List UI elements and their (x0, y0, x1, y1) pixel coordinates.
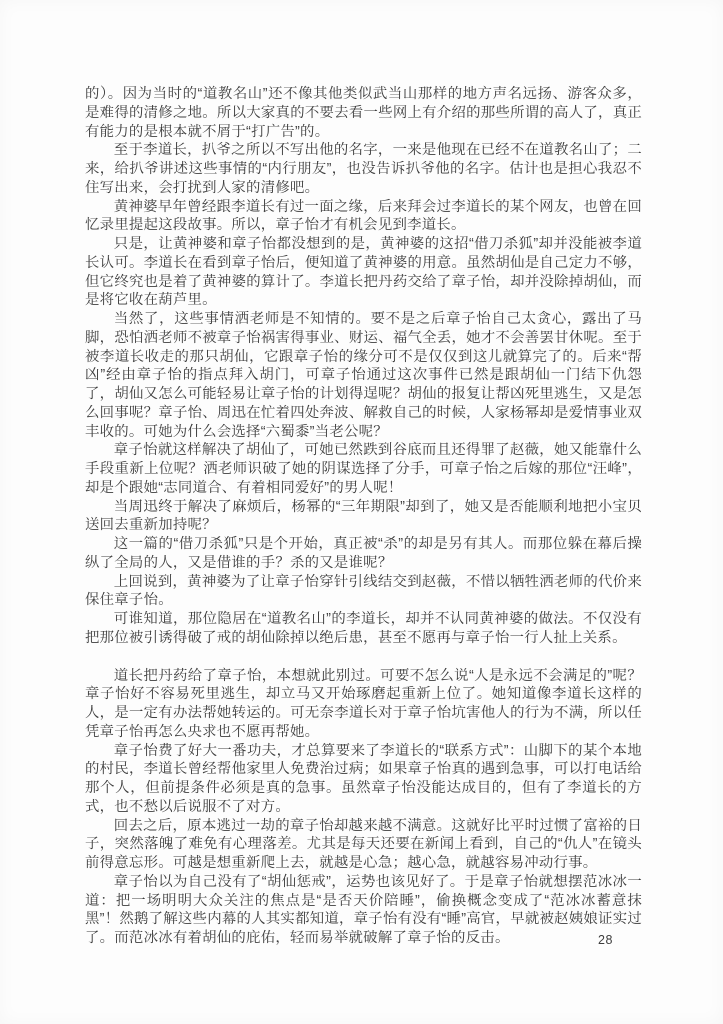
paragraph: 只是，让黄神婆和章子怡都没想到的是，黄神婆的这招“借刀杀狐”却并没能被李道长认可。李道长在看到章子怡后，便知道了黄神婆的用意。虽然胡仙是自己定力不够，但它终究也是着了黄神婆的算计了。李道长把丹药交给了章子怡，却并没除掉胡仙，而是将它收在葫芦里。 (85, 236, 642, 309)
paragraph: 回去之后，原本逃过一劫的章子怡却越来越不满意。这就好比平时过惯了富裕的日子，突然落魄了难免有心理落差。尤其是每天还要在新闻上看到，自己的“仇人”在镜头前得意忘形。可越是想重新爬上去，就越是心急；越心急，就越容易冲动行事。 (85, 817, 642, 871)
paragraph: 章子怡费了好大一番功夫，才总算要来了李道长的“联系方式”：山脚下的某个本地的村民，李道长曾经帮他家里人免费治过病；如果章子怡真的遇到急事，可以打电话给那个人，但前提条件必须是真的急事。虽然章子怡没能达成目的，但有了李道长的方式，也不愁以后说服不了对方。 (85, 742, 642, 815)
paragraph: 可谁知道，那位隐居在“道教名山”的李道长，却并不认同黄神婆的做法。不仅没有把那位被引诱得破了戒的胡仙除掉以绝后患，甚至不愿再与章子怡一行人扯上关系。 (85, 611, 642, 646)
paragraph: 的）。因为当时的“道教名山”还不像其他类似武当山那样的地方声名远扬、游客众多，是难得的清修之地。所以大家真的不要去看一些网上有介绍的那些所谓的高人了，真正有能力的是根本就不屑于“打广告”的。 (85, 86, 642, 140)
paragraph: 道长把丹药给了章子怡，本想就此别过。可要不怎么说“人是永远不会满足的”呢？章子怡好不容易死里逃生，却立马又开始琢磨起重新上位了。她知道像李道长这样的人，是一定有办法帮她转运的。可无奈李道长对于章子怡坑害他人的行为不满，所以任凭章子怡再怎么央求也不愿再帮她。 (85, 667, 642, 740)
paragraph: 上回说到，黄神婆为了让章子怡穿针引线结交到赵薇，不惜以牺牲洒老师的代价来保住章子怡。 (85, 573, 642, 609)
paragraph: 章子怡就这样解决了胡仙了，可她已然跌到谷底而且还得罪了赵薇，她又能靠什么手段重新上位呢？洒老师识破了她的阴谋选择了分手，可章子怡之后嫁的那位“汪峰”，却是个跟她“志同道合、有着相同爱好”的男人呢！ (85, 442, 642, 496)
paragraph: 黄神婆早年曾经跟李道长有过一面之缘，后来拜会过李道长的某个网友，也曾在回忆录里提起这段故事。所以，章子怡才有机会见到李道长。 (85, 198, 642, 234)
paragraph: 当然了，这些事情洒老师是不知情的。要不是之后章子怡自己太贪心，露出了马脚，恐怕洒老师不被章子怡祸害得事业、财运、福气全丢，她才不会善罢甘休呢。至于被李道长收走的那只胡仙，它跟章子怡的缘分可不是仅仅到这儿就算完了的。后来“帮凶”经由章子怡的指点拜入胡门，可章子怡通过这次事件已然是跟胡仙一门结下仇怨了，胡仙又怎么可能轻易让章子怡的计划得逞呢？胡仙的报复让帮凶死里逃生，又是怎么回事呢？章子怡、周迅在忙着四处奔波、解救自己的时候，人家杨幂却是爱情事业双丰收的。可她为什么会选择“六蜀黍”当老公呢？ (85, 311, 642, 440)
paragraph: 当周迅终于解决了麻烦后，杨幂的“三年期限”却到了，她又是否能顺利地把小宝贝送回去重新加持呢？ (85, 498, 642, 534)
paragraph: 这一篇的“借刀杀狐”只是个开始，真正被“杀”的却是另有其人。而那位躲在幕后操纵了全局的人，又是借谁的手？杀的又是谁呢？ (85, 536, 642, 571)
paragraph: 至于李道长，扒爷之所以不写出他的名字，一来是他现在已经不在道教名山了；二来，给扒爷讲述这些事情的“内行朋友”，也没告诉扒爷他的名字。估计也是担心我忍不住写出来，会打扰到人家的清修吧。 (85, 142, 642, 196)
page-number: 28 (598, 933, 613, 947)
text-block (85, 85, 642, 948)
paragraph: 章子怡以为自己没有了“胡仙惩戒”，运势也该见好了。于是章子怡就想摆范冰冰一道：把一场明明大众关注的焦点是“是否天价陪睡”，偷换概念变成了“范冰冰蓄意抹黑”！然鹅了解这些内幕的人其实都知道，章子怡有没有“睡”高官，早就被赵姨娘证实过了。而范冰冰有着胡仙的庇佑，轻而易举就破解了章子怡的反击。 (85, 873, 642, 946)
